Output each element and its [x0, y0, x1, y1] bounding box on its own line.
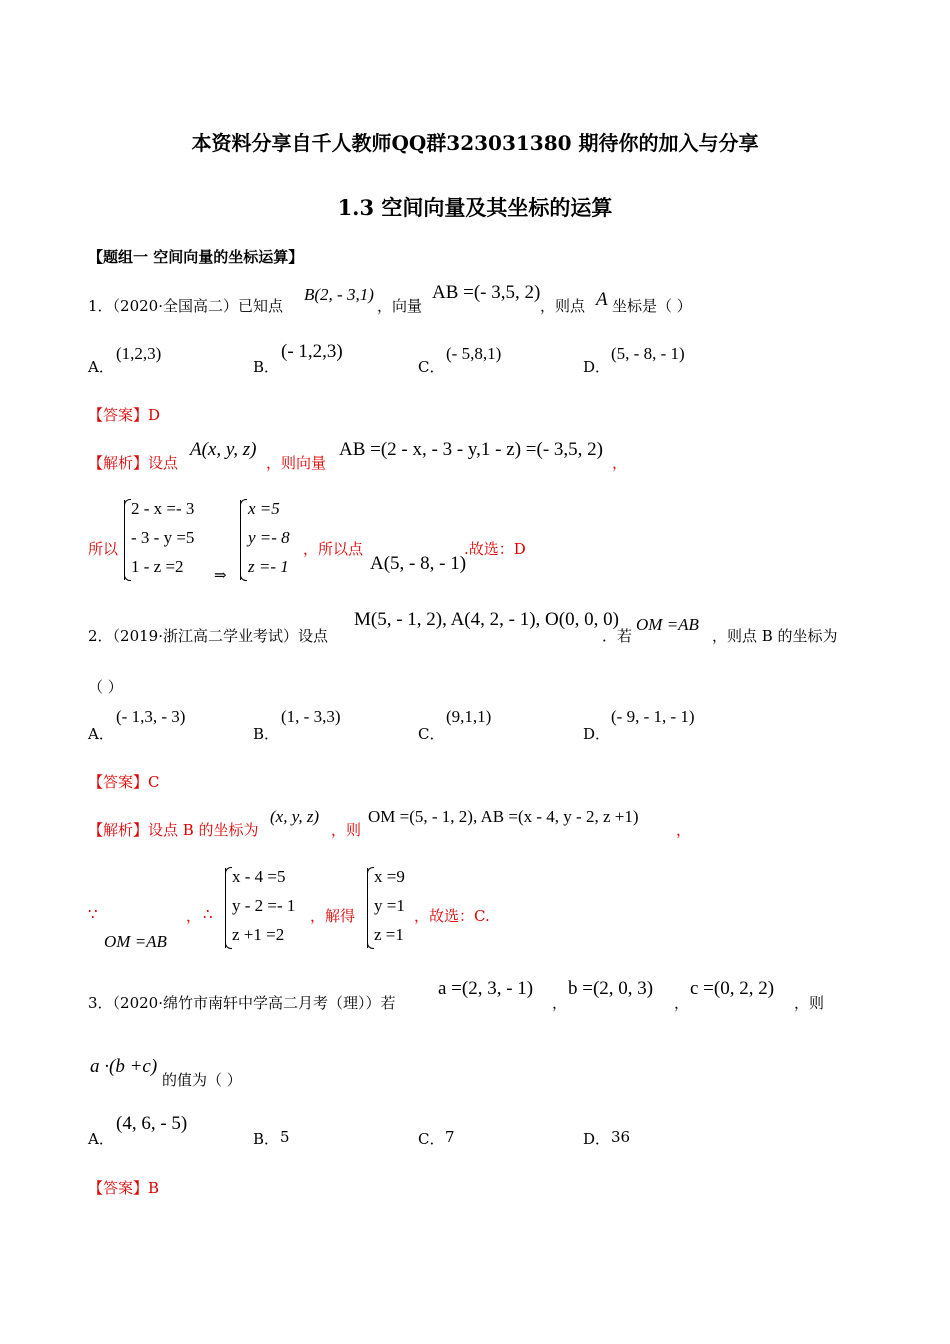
q2-option-a-letter: A． — [88, 725, 114, 743]
q1-mid: ，向量 — [377, 297, 423, 315]
group-heading: 【题组一 空间向量的坐标运算】 — [88, 248, 304, 266]
q2-analysis-vectors: OM =(5, - 1, 2), AB =(x - 4, y - 2, z +1) — [368, 807, 639, 826]
q2-comma: ， — [186, 907, 202, 925]
q2-system1-line2: y - 2 =- 1 — [232, 896, 296, 915]
q3-sep1: ， — [552, 994, 568, 1012]
q1-vector-ab: AB =(- 3,5, 2) — [432, 282, 541, 303]
q3-vector-c: c =(0, 2, 2) — [690, 978, 775, 999]
q3-line2-suffix: 的值为（ ） — [162, 1071, 242, 1089]
q2-brace-left — [225, 868, 226, 948]
q1-answer: 【答案】D — [88, 406, 161, 424]
q3-option-d-letter: D． — [583, 1130, 611, 1148]
q3-stem-suffix: ，则 — [794, 994, 825, 1012]
share-line: 本资料分享自千人教师QQ群323031380 期待你的加入与分享 — [191, 131, 759, 155]
q2-option-a-value: (- 1,3, - 3) — [116, 707, 186, 726]
q1-option-b-letter: B． — [253, 358, 280, 376]
q1-choose: .故选：D — [464, 540, 526, 558]
q2-condition: OM =AB — [636, 615, 699, 634]
q2-because-condition: OM =AB — [104, 932, 167, 951]
q1-conclude: ，所以点 — [303, 540, 364, 558]
q1-analysis-point: A(x, y, z) — [190, 439, 257, 460]
q1-analysis-vector: AB =(2 - x, - 3 - y,1 - z) =(- 3,5, 2) — [339, 439, 603, 460]
q2-option-d-letter: D． — [583, 725, 611, 743]
q1-option-a-value: (1,2,3) — [116, 344, 162, 363]
q1-stem-prefix: 1．（2020·全国高二）已知点 — [88, 297, 283, 315]
q2-answer: 【答案】C — [88, 773, 160, 791]
q1-mid2: ，则点 — [540, 297, 586, 315]
q1-option-d-value: (5, - 8, - 1) — [611, 344, 685, 363]
q3-expression: a ·(b +c) — [90, 1056, 158, 1077]
q1-analysis-end: ， — [612, 454, 628, 472]
q1-system2-line1: x =5 — [248, 499, 280, 518]
q2-points: M(5, - 1, 2), A(4, 2, - 1), O(0, 0, 0) — [354, 609, 619, 630]
q1-point-a: A — [596, 289, 608, 310]
q2-system2-line2: y =1 — [374, 896, 405, 915]
q1-implies-arrow: ⇒ — [214, 566, 227, 584]
q2-option-c-letter: C． — [418, 725, 445, 743]
q1-brace-left — [124, 500, 125, 580]
q1-system1-line2: - 3 - y =5 — [131, 528, 195, 547]
q2-system2-line1: x =9 — [374, 867, 405, 886]
q3-vector-a: a =(2, 3, - 1) — [438, 978, 534, 999]
q1-system1-line3: 1 - z =2 — [131, 557, 184, 576]
q3-sep2: ， — [674, 994, 690, 1012]
q3-option-b-value: 5 — [280, 1128, 290, 1146]
q3-option-d-value: 36 — [611, 1128, 631, 1146]
q1-system2-line3: z =- 1 — [248, 557, 289, 576]
q1-stem-suffix: 坐标是（ ） — [612, 297, 692, 315]
q1-analysis-label: 【解析】设点 — [88, 454, 179, 472]
q3-option-c-letter: C． — [418, 1130, 445, 1148]
q1-option-a-letter: A． — [88, 358, 114, 376]
q2-analysis-mid: ，则 — [331, 821, 362, 839]
q2-analysis-end: ， — [676, 821, 692, 839]
q3-option-a-letter: A． — [88, 1130, 114, 1148]
q3-answer: 【答案】B — [88, 1179, 160, 1197]
q2-brace-right — [367, 868, 368, 948]
q2-option-b-value: (1, - 3,3) — [281, 707, 341, 726]
q1-system2-line2: y =- 8 — [248, 528, 290, 547]
q1-brace-right — [240, 500, 241, 580]
q1-system1-line1: 2 - x =- 3 — [131, 499, 195, 518]
page-title: 1.3 空间向量及其坐标的运算 — [337, 195, 613, 220]
q1-option-c-letter: C． — [418, 358, 445, 376]
q3-stem-prefix: 3．（2020·绵竹市南轩中学高二月考（理））若 — [88, 994, 396, 1012]
q3-option-b-letter: B． — [253, 1130, 280, 1148]
q3-option-a-value: (4, 6, - 5) — [116, 1113, 188, 1134]
q2-system1-line3: z +1 =2 — [232, 925, 285, 944]
q1-point-b: B(2, - 3,1) — [304, 285, 374, 304]
q2-because: ∵ — [88, 905, 98, 923]
q2-solve: ，解得 — [310, 907, 356, 925]
q1-analysis-mid: ，则向量 — [266, 454, 327, 472]
q2-option-b-letter: B． — [253, 725, 280, 743]
q1-option-c-value: (- 5,8,1) — [446, 344, 502, 363]
q1-option-b-value: (- 1,2,3) — [281, 341, 343, 362]
q2-stem-suffix: ，则点 B 的坐标为 — [712, 627, 838, 645]
q2-option-c-value: (9,1,1) — [446, 707, 492, 726]
q2-option-d-value: (- 9, - 1, - 1) — [611, 707, 695, 726]
q2-analysis-point: (x, y, z) — [270, 807, 320, 826]
q2-analysis-label: 【解析】设点 B 的坐标为 — [88, 821, 259, 839]
q2-system2-line3: z =1 — [374, 925, 404, 944]
q1-result-point: A(5, - 8, - 1) — [370, 553, 467, 574]
q3-vector-b: b =(2, 0, 3) — [568, 978, 654, 999]
q2-answer-paren: （ ） — [88, 678, 123, 696]
q2-choose: ，故选：C. — [414, 907, 490, 925]
q1-therefore: 所以 — [88, 540, 119, 558]
q2-mid: ．若 — [602, 627, 633, 645]
q1-option-d-letter: D． — [583, 358, 611, 376]
q2-stem-prefix: 2．（2019·浙江高二学业考试）设点 — [88, 627, 328, 645]
q2-therefore: ∴ — [203, 905, 213, 923]
q3-option-c-value: 7 — [445, 1128, 455, 1146]
q2-system1-line1: x - 4 =5 — [232, 867, 286, 886]
